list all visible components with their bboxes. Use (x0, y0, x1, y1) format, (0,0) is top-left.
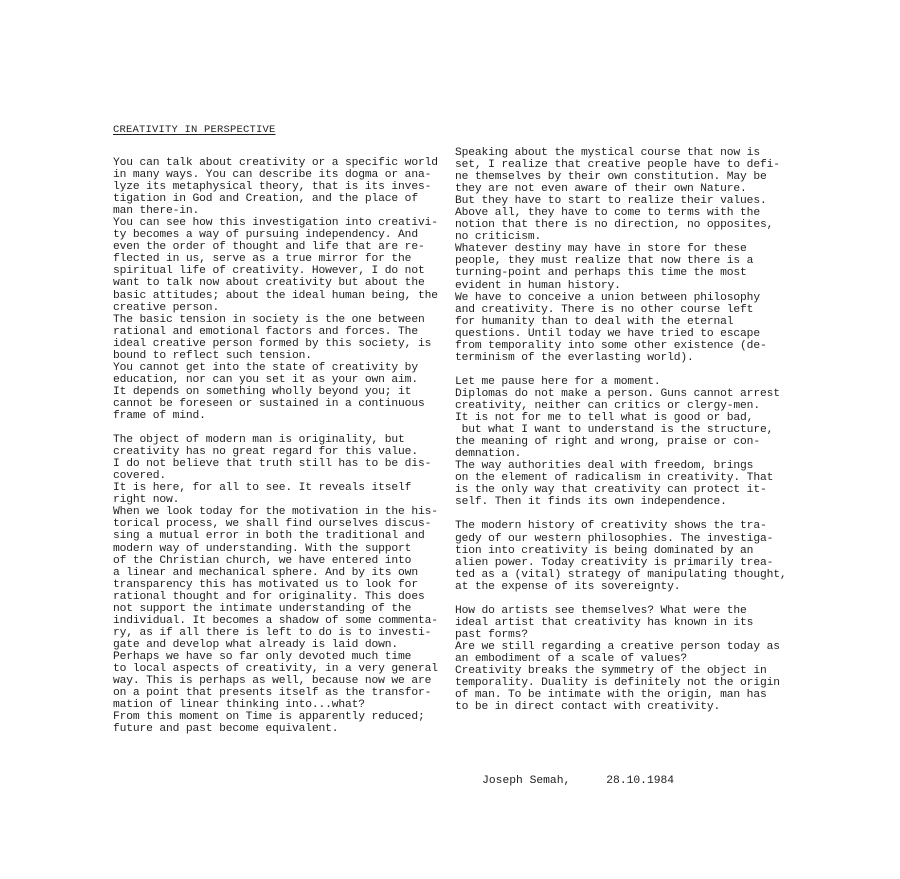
text-line: future and past become equivalent. (113, 723, 339, 736)
text-line: transparency this has motivated us to look for (113, 578, 418, 591)
text-line: You can see how this investigation into creativi- (113, 217, 438, 230)
text-line: Speaking about the mystical course that now is (455, 147, 760, 159)
text-line: way. This is perhaps as well, because now we are (113, 675, 432, 688)
text-line: an embodiment of a scale of values? (455, 652, 688, 665)
text-line (455, 508, 785, 520)
text-line: basic attitudes; about the ideal human being, the (113, 289, 438, 302)
text-line: Above all, they have to come to terms with the (455, 207, 760, 220)
text-line: people, they must realize that now there is a (455, 255, 754, 268)
text-line: turning-point and perhaps this time the most (455, 267, 747, 280)
text-line: want to talk now about creativity but about the (113, 277, 425, 290)
text-line (455, 364, 785, 376)
text-line: You can talk about creativity or a specific world (113, 157, 438, 169)
text-line: Let me pause here for a moment. (455, 375, 661, 388)
text-line: The basic tension in society is the one between (113, 313, 425, 326)
text-line: on a point that presents itself as the transfor- (113, 687, 432, 700)
text-line: ideal creative person formed by this society, is (113, 337, 432, 350)
text-line: mation of linear thinking into...what? (113, 699, 365, 712)
text-line: right now. (113, 494, 180, 507)
text-line: not support the intimate understanding of the (113, 602, 412, 615)
text-line: bound to reflect such tension. (113, 349, 312, 362)
text-line: rational thought and for originality. This does (113, 590, 425, 603)
text-line: temporality. Duality is definitely not the origin (455, 677, 780, 690)
text-line: for humanity than to deal with the eternal (455, 315, 734, 328)
text-line: rational and emotional factors and forces. The (113, 325, 418, 338)
text-line: to be in direct contact with creativity. (455, 701, 721, 714)
text-line: evident in human history. (455, 279, 621, 292)
text-line: ty becomes a way of pursuing independency. And (113, 229, 418, 242)
text-line: notion that there is no direction, no opposites, (455, 219, 774, 232)
text-line: individual. It becomes a shadow of some commenta- (113, 614, 438, 627)
text-line (113, 422, 443, 434)
author-name: Joseph Semah, (482, 775, 571, 787)
text-line: We have to conceive a union between philosophy (455, 291, 760, 304)
text-line: tigation in God and Creation, and the place of (113, 193, 418, 206)
text-line: creativity has no great regard for this value. (113, 446, 418, 459)
text-line: man there-in. (113, 205, 200, 218)
text-line: When we look today for the motivation in the his- (113, 506, 438, 519)
text-line: and creativity. There is no other course left (455, 303, 754, 316)
text-line: It is here, for all to see. It reveals itself (113, 482, 412, 495)
text-line: Whatever destiny may have in store for these (455, 243, 747, 256)
text-line: on the element of radicalism in creativity. That (455, 472, 774, 485)
text-line (455, 593, 785, 605)
text-line: self. Then it finds its own independence. (455, 496, 727, 509)
text-line: You cannot get into the state of creativity by (113, 361, 418, 374)
text-line: alien power. Today creativity is primarily trea- (455, 556, 774, 569)
text-line: in many ways. You can describe its dogma or ana- (113, 169, 432, 182)
text-line: It depends on something wholly beyond you; it (113, 385, 412, 398)
text-line: lyze its metaphysical theory, that is its inves- (113, 181, 432, 194)
text-line: covered. (113, 470, 167, 483)
text-line: creative person. (113, 301, 220, 314)
text-line: gedy of our western philosophies. The investiga- (455, 532, 774, 545)
text-line: even the order of thought and life that are re- (113, 241, 425, 254)
signature-line (455, 763, 674, 799)
text-line: ted as a (vital) strategy of manipulating thought, (455, 568, 787, 581)
text-line: Perhaps we have so far only devoted much time (113, 650, 412, 663)
text-line: gate and develop what already is laid down. (113, 638, 399, 651)
text-line: flected in us, serve as a true mirror for the (113, 253, 412, 266)
text-line: But they have to start to realize their values. (455, 195, 767, 208)
text-line: How do artists see themselves? What were the (455, 604, 747, 617)
text-line: of the Christian church, we have entered into (113, 554, 412, 567)
text-line: Are we still regarding a creative person today as (455, 640, 780, 653)
text-line: to local aspects of creativity, in a very general (113, 662, 438, 675)
text-line: at the expense of its sovereignty. (455, 580, 681, 593)
text-line: a linear and mechanical sphere. And by its own (113, 566, 418, 579)
text-line: but what I want to understand is the structure, (455, 424, 774, 437)
right-text-column (455, 147, 785, 713)
signature-date: 28.10.1984 (606, 775, 675, 787)
text-line: It is not for me to tell what is good or bad, (455, 412, 754, 425)
text-line: past forms? (455, 628, 528, 641)
text-line: ne themselves by their own constitution. May be (455, 171, 767, 184)
text-line: is the only way that creativity can protect it- (455, 484, 767, 497)
text-line: demnation. (455, 448, 522, 461)
text-line: education, nor can you set it as your own aim. (113, 373, 418, 386)
text-line: The way authorities deal with freedom, brings (455, 460, 754, 473)
text-line: From this moment on Time is apparently reduced; (113, 711, 425, 724)
text-line: cannot be foreseen or sustained in a continuous (113, 397, 425, 410)
document-title: CREATIVITY IN PERSPECTIVE (113, 124, 276, 136)
text-line: I do not believe that truth still has to be dis- (113, 458, 432, 471)
text-line: The modern history of creativity shows the tra- (455, 520, 767, 533)
text-line: from temporality into some other existence (de- (455, 339, 767, 352)
text-line: terminism of the everlasting world). (455, 351, 694, 364)
text-line: sing a mutual error in both the traditional and (113, 530, 425, 543)
text-line: Creativity breaks the symmetry of the object in (455, 665, 767, 678)
text-line: creativity, neither can critics or clergy-men. (455, 399, 760, 412)
text-line: they are not even aware of their own Nature. (455, 183, 747, 196)
text-line: set, I realize that creative people have to defi- (455, 159, 780, 172)
left-text-column (113, 157, 443, 735)
text-line: spiritual life of creativity. However, I do not (113, 265, 425, 278)
text-line: tion into creativity is being dominated by an (455, 544, 754, 557)
text-line: The object of modern man is originality, but (113, 434, 405, 447)
text-line: ry, as if all there is left to do is to investi- (113, 626, 432, 639)
text-line: torical process, we shall find ourselves discus- (113, 518, 432, 531)
text-line: no criticism. (455, 231, 542, 244)
text-line: modern way of understanding. With the support (113, 542, 412, 555)
text-line: of man. To be intimate with the origin, man has (455, 689, 767, 702)
text-line: ideal artist that creativity has known in its (455, 616, 754, 629)
text-line: frame of mind. (113, 409, 206, 422)
text-line: questions. Until today we have tried to escape (455, 327, 760, 340)
text-line: Diplomas do not make a person. Guns cannot arrest (455, 387, 780, 400)
text-line: the meaning of right and wrong, praise or con- (455, 436, 760, 449)
